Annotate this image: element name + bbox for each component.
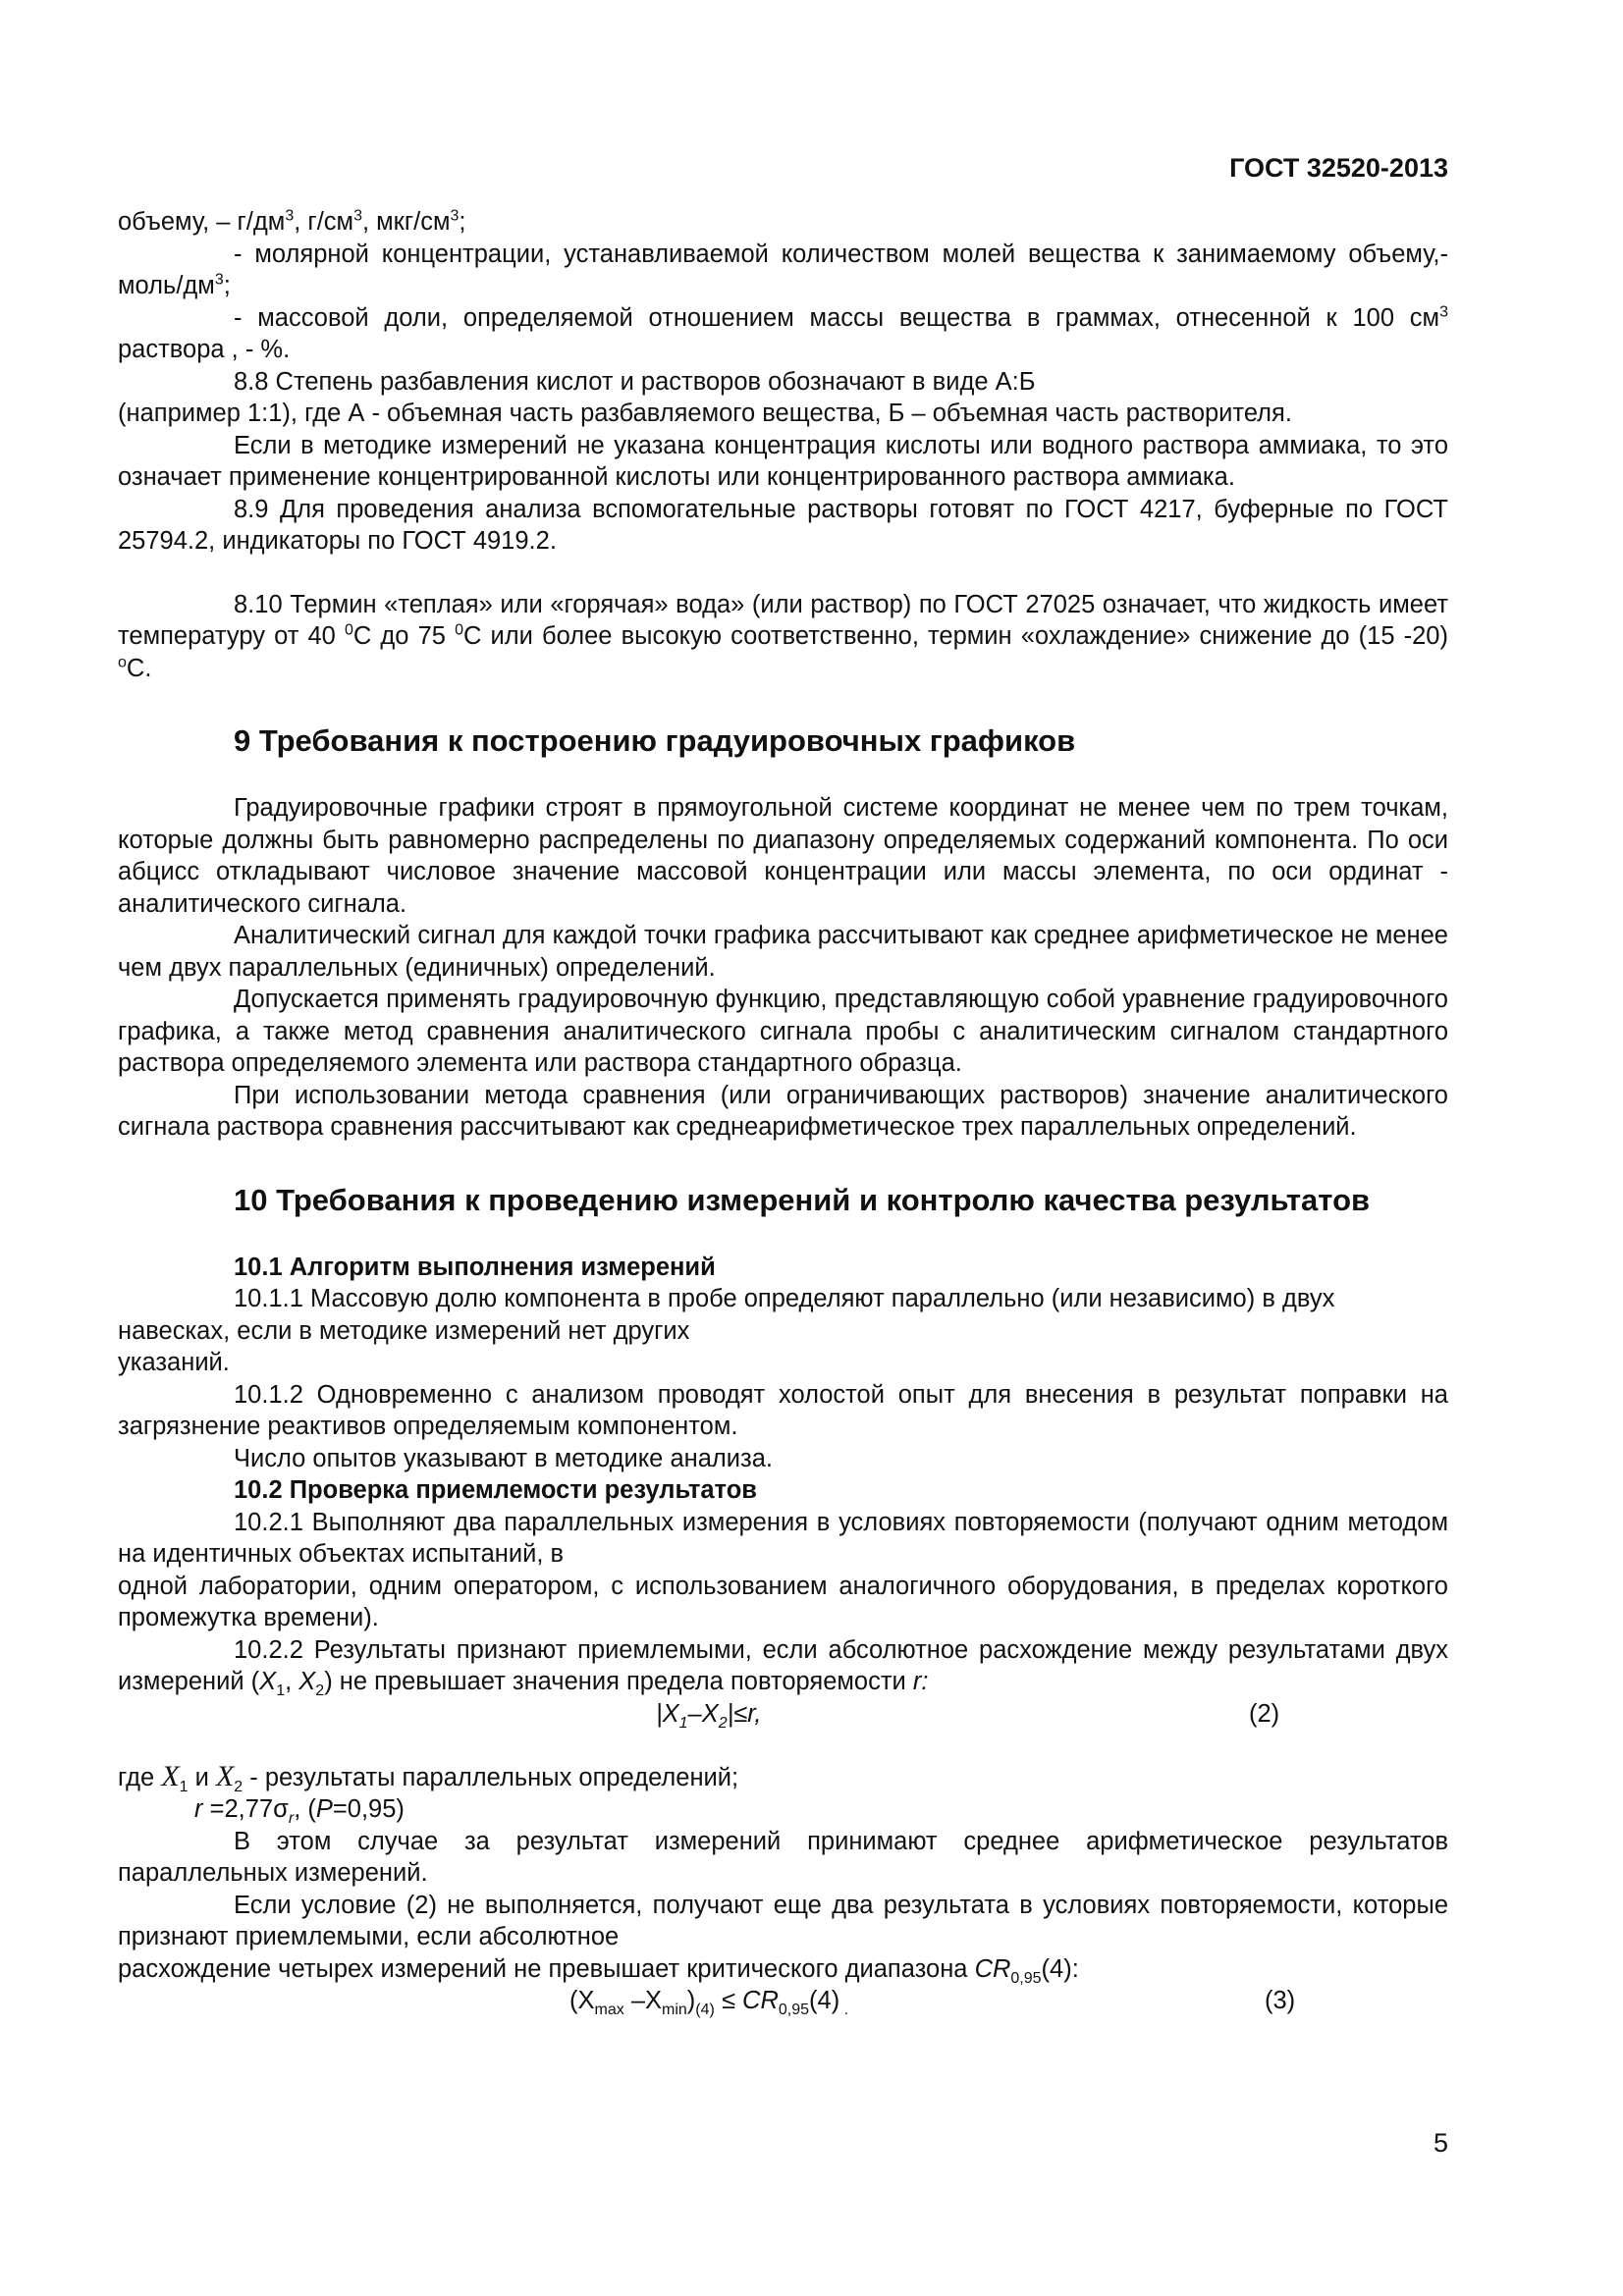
doc-code-header: ГОСТ 32520-2013 (1229, 153, 1448, 183)
paragraph-9-graphs: Градуировочные графики строят в прямоугольной системе координат не менее чем по трем точкам, которые должны быть равномерно распределены по диапазону определяемых содержаний компонента. По оси абцисс откладывают числовое значение массовой концентрации или массы элемента, по оси ординат - аналитического сигнала. (118, 794, 1448, 918)
paragraph-experiment-count: Число опытов указывают в методике анализа. (234, 1444, 773, 1472)
paragraph-8-10: 8.10 Термин «теплая» или «горячая» вода» (или раствор) по ГОСТ 27025 означает, что жидкость имеет температуру от 40 $^0$С до 75 $^0$С или более высокую соответственно, термин «охлаждение» снижение до (15 -20) $^o$С. (118, 590, 1448, 682)
paragraph-10-1-2: 10.1.2 Одновременно с анализом проводят холостой опыт для внесения в результат поправки на загрязнение реактивов определяемым компонентом. (118, 1380, 1448, 1440)
paragraph-8-8: 8.8 Степень разбавления кислот и растворов обозначают в виде А:Б (234, 367, 1036, 396)
paragraph-critical-range: расхождение четырех измерений не превышает критического диапазона $CR_{0,95}(4)$: (118, 1954, 1079, 1987)
subsection-10-2-heading: 10.2 Проверка приемлемости результатов (234, 1476, 757, 1504)
paragraph-9-signal: Аналитический сигнал для каждой точки графика рассчитывают как среднее арифметическое не менее чем двух параллельных (единичных) определений. (118, 922, 1448, 982)
paragraph-r-definition: $r =2,77\sigma_r$, (P=0,95) (194, 1795, 405, 1828)
formula-2 (118, 1698, 1448, 1732)
paragraph-10-2-2: 10.2.2 Результаты признают приемлемыми, если абсолютное расхождение между результатами двух измерений ($X_1$, $X_2$) не превышает значения предела повторяемости r: (118, 1635, 1448, 1700)
paragraph-9-comparison: При использовании метода сравнения (или ограничивающих растворов) значение аналитического сигнала раствора сравнения рассчитывают как среднеарифметическое трех параллельных определений. (118, 1081, 1448, 1141)
page-content (118, 206, 1448, 2018)
page-number: 5 (1433, 2128, 1448, 2158)
paragraph-8-8-concentrated: Если в методике измерений не указана концентрация кислоты или водного раствора аммиака, то это означает применение концентрированной кислоты или концентрированного раствора аммиака. (118, 431, 1448, 491)
formula-2-number: (2) (1249, 1699, 1280, 1728)
formula-3-number: (3) (1265, 1987, 1296, 2014)
formula-3-expression: ($X_{max}$ $-X_{min})_{(4)} \le CR_{0,95}(4)$ $_.$ (569, 1987, 849, 2019)
paragraph-10-1-1: 10.1.1 Массовую долю компонента в пробе определяют параллельно (или независимо) в двух навесках, если в методике измерений нет других (118, 1285, 1335, 1345)
paragraph-where-x1-x2: где $X_1$ и $X_2$ - результаты параллельных определений; (118, 1759, 739, 1795)
paragraph-8-9: 8.9 Для проведения анализа вспомогательные растворы готовят по ГОСТ 4217, буферные по ГОСТ 25794.2, индикаторы по ГОСТ 4919.2. (118, 495, 1448, 555)
paragraph-molar-concentration: - молярной концентрации, устанавливаемой количеством молей вещества к занимаемому объему,- моль/$дм^3$; (118, 240, 1448, 299)
paragraph-mass-fraction: - массовой доли, определяемой отношением массы вещества в граммах, отнесенной к 100 $см^3$ раствора , - %. (118, 303, 1448, 363)
paragraph-10-1-1-end: указаний. (118, 1349, 230, 1376)
paragraph-condition-not-met: Если условие (2) не выполняется, получают еще два результата в условиях повторяемости, которые признают приемлемыми, если абсолютное (118, 1891, 1448, 1950)
paragraph-9-function: Допускается применять градуировочную функцию, представляющую собой уравнение градуировочного графика, а также метод сравнения аналитического сигнала пробы с аналитическим сигналом стандартного раствора определяемого элемента или раствора стандартного образца. (118, 986, 1448, 1077)
section-9-heading: 9 Требования к построению градуировочных графиков (234, 723, 1076, 758)
paragraph-result-mean: В этом случае за результат измерений принимают среднее арифметическое результатов параллельных измерений. (118, 1827, 1448, 1887)
paragraph-10-2-1-end: одной лаборатории, одним оператором, с использованием аналогичного оборудования, в пределах короткого промежутка времени). (118, 1572, 1448, 1631)
paragraph-8-8-example: (например 1:1), где А - объемная часть разбавляемого вещества, Б – объемная часть растворителя. (118, 400, 1292, 427)
paragraph-units-continued: объему, – $г/дм^3$, $г/см^3$, мкг/$см^3$; (118, 207, 466, 236)
paragraph-10-2-1: 10.2.1 Выполняют два параллельных измерения в условиях повторяемости (получают одним методом на идентичных объектах испытаний, в (118, 1508, 1448, 1568)
section-10-heading: 10 Требования к проведению измерений и контролю качества результатов (234, 1182, 1371, 1217)
subsection-10-1-heading: 10.1 Алгоритм выполнения измерений (234, 1253, 716, 1281)
formula-2-expression: $|X_1-X_2|\le r$, (656, 1699, 762, 1732)
formula-3 (118, 1985, 1448, 2018)
